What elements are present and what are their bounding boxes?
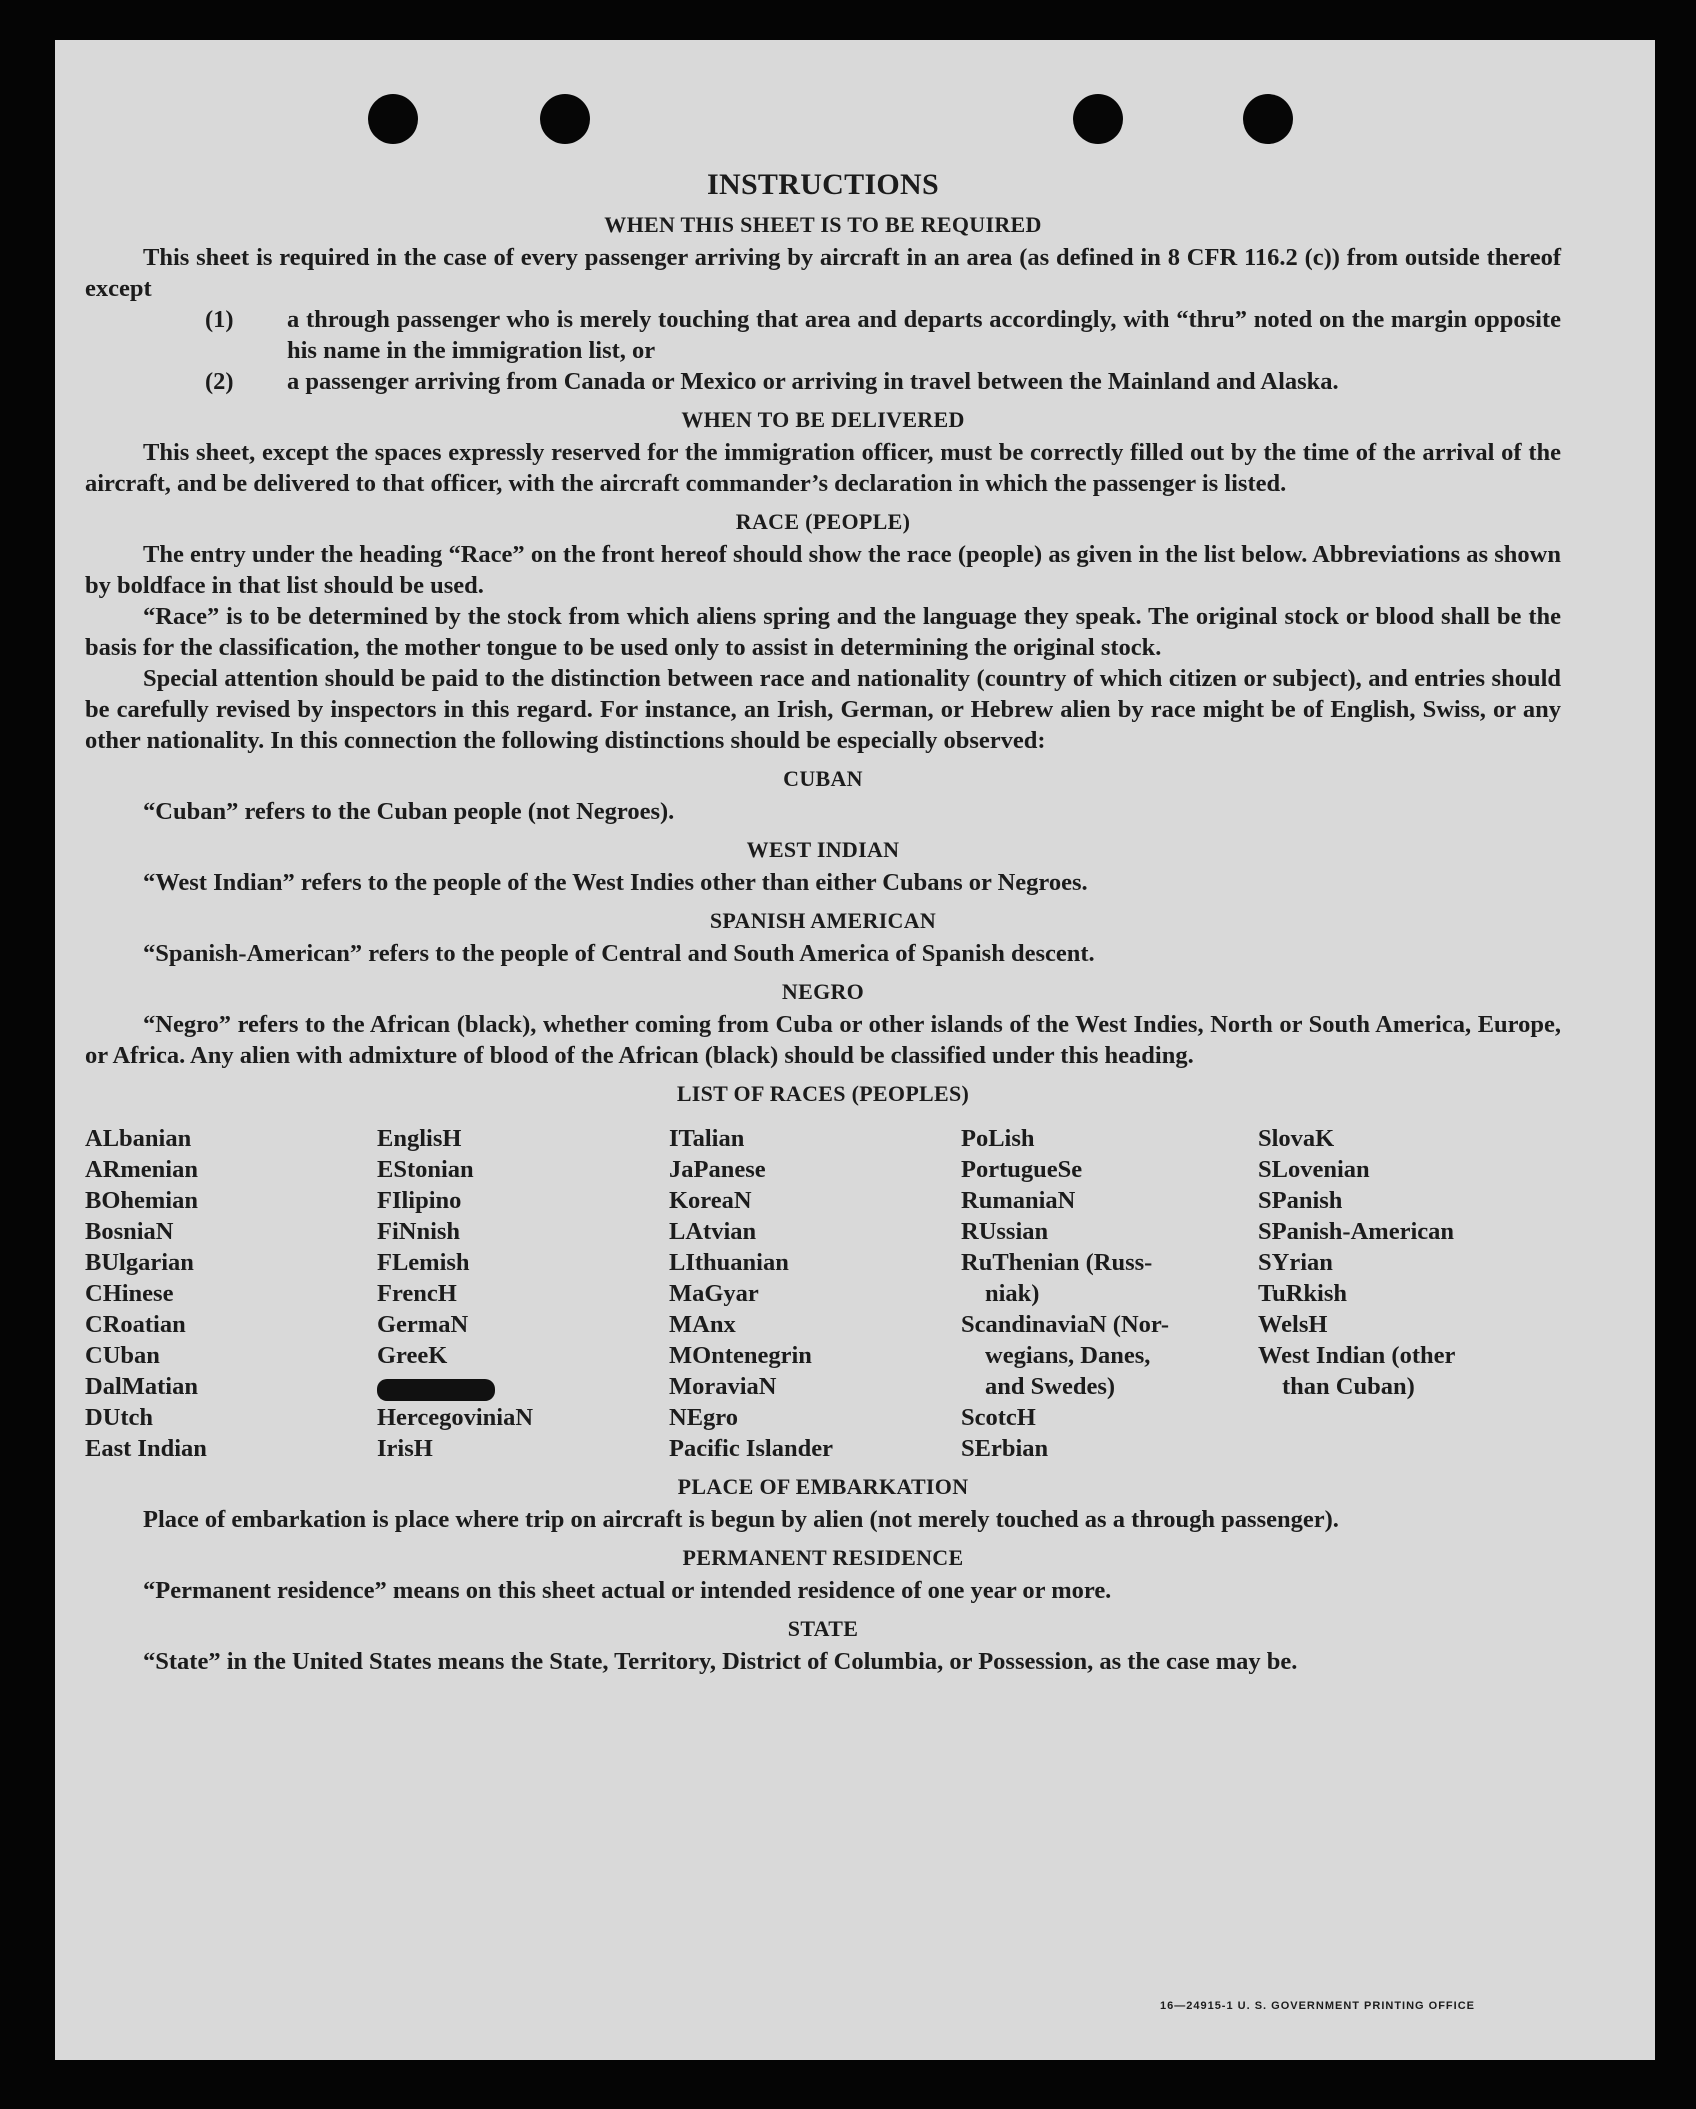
race-column-1 (85, 1123, 377, 1464)
punch-hole (1073, 94, 1123, 144)
race-item: BosniaN (85, 1218, 174, 1245)
race-column-2 (377, 1123, 669, 1464)
section-heading-west-indian: WEST INDIAN (746, 837, 900, 862)
race-item: IrisH (377, 1435, 433, 1462)
section-heading-residence: PERMANENT RESIDENCE (682, 1545, 964, 1570)
race-item-continued: wegians, Danes, (985, 1342, 1151, 1369)
embarkation-definition: Place of embarkation is place where trip on aircraft is begun by alien (not merely touched as a through passenger). (143, 1506, 1339, 1533)
section-heading-embarkation: PLACE OF EMBARKATION (677, 1474, 969, 1499)
race-item: EnglisH (377, 1125, 462, 1152)
race-item: SlovaK (1258, 1125, 1335, 1152)
race-item: DalMatian (85, 1373, 198, 1400)
race-item: ITalian (669, 1125, 745, 1152)
race-item: MOntenegrin (669, 1342, 812, 1369)
race-item: SPanish (1258, 1187, 1343, 1214)
race-item: RuThenian (Russ- (961, 1249, 1153, 1276)
race-item: NEgro (669, 1404, 738, 1431)
race-item: East Indian (85, 1435, 207, 1462)
race-item: Pacific Islander (669, 1435, 833, 1462)
exception-number: (1) (205, 306, 234, 333)
race-item: KoreaN (669, 1187, 752, 1214)
residence-definition: “Permanent residence” means on this sheet actual or intended residence of one year or more. (143, 1577, 1112, 1604)
race-paragraph-1: The entry under the heading “Race” on the front hereof should show the race (people) as given in the list below. Abbreviations as shown by boldface in that list should be used. (85, 541, 1561, 599)
race-list (85, 1123, 1561, 1464)
race-item: TuRkish (1258, 1280, 1348, 1307)
punch-hole (1243, 94, 1293, 144)
instructions-content (85, 168, 1561, 1677)
exception-number: (2) (205, 368, 234, 395)
delivered-paragraph: This sheet, except the spaces expressly reserved for the immigration officer, must be correctly filled out by the time of the arrival of the aircraft, and be delivered to that officer, with the aircraft commander’s declaration in which the passenger is listed. (85, 439, 1561, 497)
race-item: RumaniaN (961, 1187, 1076, 1214)
race-item: MAnx (669, 1311, 736, 1338)
race-item: ScandinaviaN (Nor- (961, 1311, 1170, 1338)
spanish-american-definition: “Spanish-American” refers to the people of Central and South America of Spanish descent. (143, 940, 1095, 967)
race-item: CRoatian (85, 1311, 186, 1338)
race-item-continued: than Cuban) (1282, 1373, 1415, 1400)
race-item: SErbian (961, 1435, 1049, 1462)
race-item: FLemish (377, 1249, 470, 1276)
race-item: GreeK (377, 1342, 448, 1369)
race-item: DUtch (85, 1404, 154, 1431)
race-item: CHinese (85, 1280, 174, 1307)
race-item: ScotcH (961, 1404, 1036, 1431)
race-item: SLovenian (1258, 1156, 1370, 1183)
section-heading-required: WHEN THIS SHEET IS TO BE REQUIRED (604, 212, 1042, 237)
negro-definition: “Negro” refers to the African (black), whether coming from Cuba or other islands of the West Indies, North or South America, Europe, or Africa. Any alien with admixture of blood of the African (black) should be classified under this heading. (85, 1011, 1561, 1069)
section-heading-delivered: WHEN TO BE DELIVERED (681, 407, 965, 432)
race-paragraph-3: Special attention should be paid to the distinction between race and nationality (country of which citizen or subject), and entries should be carefully revised by inspectors in this regard. For instance, an Irish, German, or Hebrew alien by race might be of English, Swiss, or any other nationality. In this connection the following distinctions should be especially observed: (85, 665, 1561, 754)
page-title: INSTRUCTIONS (707, 168, 939, 201)
race-item: SPanish-American (1258, 1218, 1454, 1245)
race-item-continued: niak) (985, 1280, 1040, 1307)
west-indian-definition: “West Indian” refers to the people of the West Indies other than either Cubans or Negroes. (143, 869, 1088, 896)
race-item: FiNnish (377, 1218, 461, 1245)
section-heading-cuban: CUBAN (783, 766, 863, 791)
section-heading-races: LIST OF RACES (PEOPLES) (676, 1081, 970, 1106)
exception-item (85, 304, 1561, 366)
race-item: EStonian (377, 1156, 474, 1183)
race-item: LIthuanian (669, 1249, 789, 1276)
race-item: SYrian (1258, 1249, 1333, 1276)
section-heading-negro: NEGRO (781, 979, 865, 1004)
race-item: West Indian (other (1258, 1342, 1456, 1369)
state-definition: “State” in the United States means the State, Territory, District of Columbia, or Possession, as the case may be. (143, 1648, 1298, 1675)
section-heading-race: RACE (PEOPLE) (735, 509, 911, 534)
race-item: PoLish (961, 1125, 1035, 1152)
punch-hole (368, 94, 418, 144)
race-item: ALbanian (85, 1125, 192, 1152)
race-item: JaPanese (669, 1156, 766, 1183)
punch-hole (540, 94, 590, 144)
race-item: MaGyar (669, 1280, 759, 1307)
section-heading-state: STATE (787, 1616, 859, 1641)
race-column-5 (1258, 1123, 1561, 1464)
race-item: WelsH (1258, 1311, 1328, 1338)
race-item: GermaN (377, 1311, 469, 1338)
race-item: BOhemian (85, 1187, 198, 1214)
race-item: BUlgarian (85, 1249, 194, 1276)
race-item: FIlipino (377, 1187, 462, 1214)
race-item: FrencH (377, 1280, 457, 1307)
document-page (55, 40, 1655, 2060)
race-paragraph-2: “Race” is to be determined by the stock from which aliens spring and the language they speak. The original stock or blood shall be the basis for the classification, the mother tongue to be used only to assist in determining the original stock. (85, 603, 1561, 661)
exception-text: a through passenger who is merely touching that area and departs accordingly, with “thru” noted on the margin opposite his name in the immigration list, or (287, 306, 1561, 364)
race-item: HercegoviniaN (377, 1404, 534, 1431)
exception-text: a passenger arriving from Canada or Mexico or arriving in travel between the Mainland and Alaska. (287, 368, 1339, 395)
exception-item (85, 366, 1561, 397)
race-item: MoraviaN (669, 1373, 777, 1400)
redacted-entry (377, 1371, 669, 1402)
race-item: RUssian (961, 1218, 1049, 1245)
race-item: CUban (85, 1342, 160, 1369)
required-paragraph: This sheet is required in the case of every passenger arriving by aircraft in an area (as defined in 8 CFR 116.2 (c)) from outside thereof except (85, 244, 1561, 302)
redaction-mark (377, 1379, 495, 1401)
section-heading-spanish-american: SPANISH AMERICAN (709, 908, 937, 933)
race-item: ARmenian (85, 1156, 198, 1183)
cuban-definition: “Cuban” refers to the Cuban people (not Negroes). (143, 798, 675, 825)
race-item: PortugueSe (961, 1156, 1083, 1183)
printing-office-footer: 16—24915-1 U. S. GOVERNMENT PRINTING OFFICE (1159, 2000, 1475, 2012)
race-item-continued: and Swedes) (985, 1373, 1116, 1400)
race-column-3 (669, 1123, 961, 1464)
race-column-4 (961, 1123, 1258, 1464)
race-item: LAtvian (669, 1218, 757, 1245)
